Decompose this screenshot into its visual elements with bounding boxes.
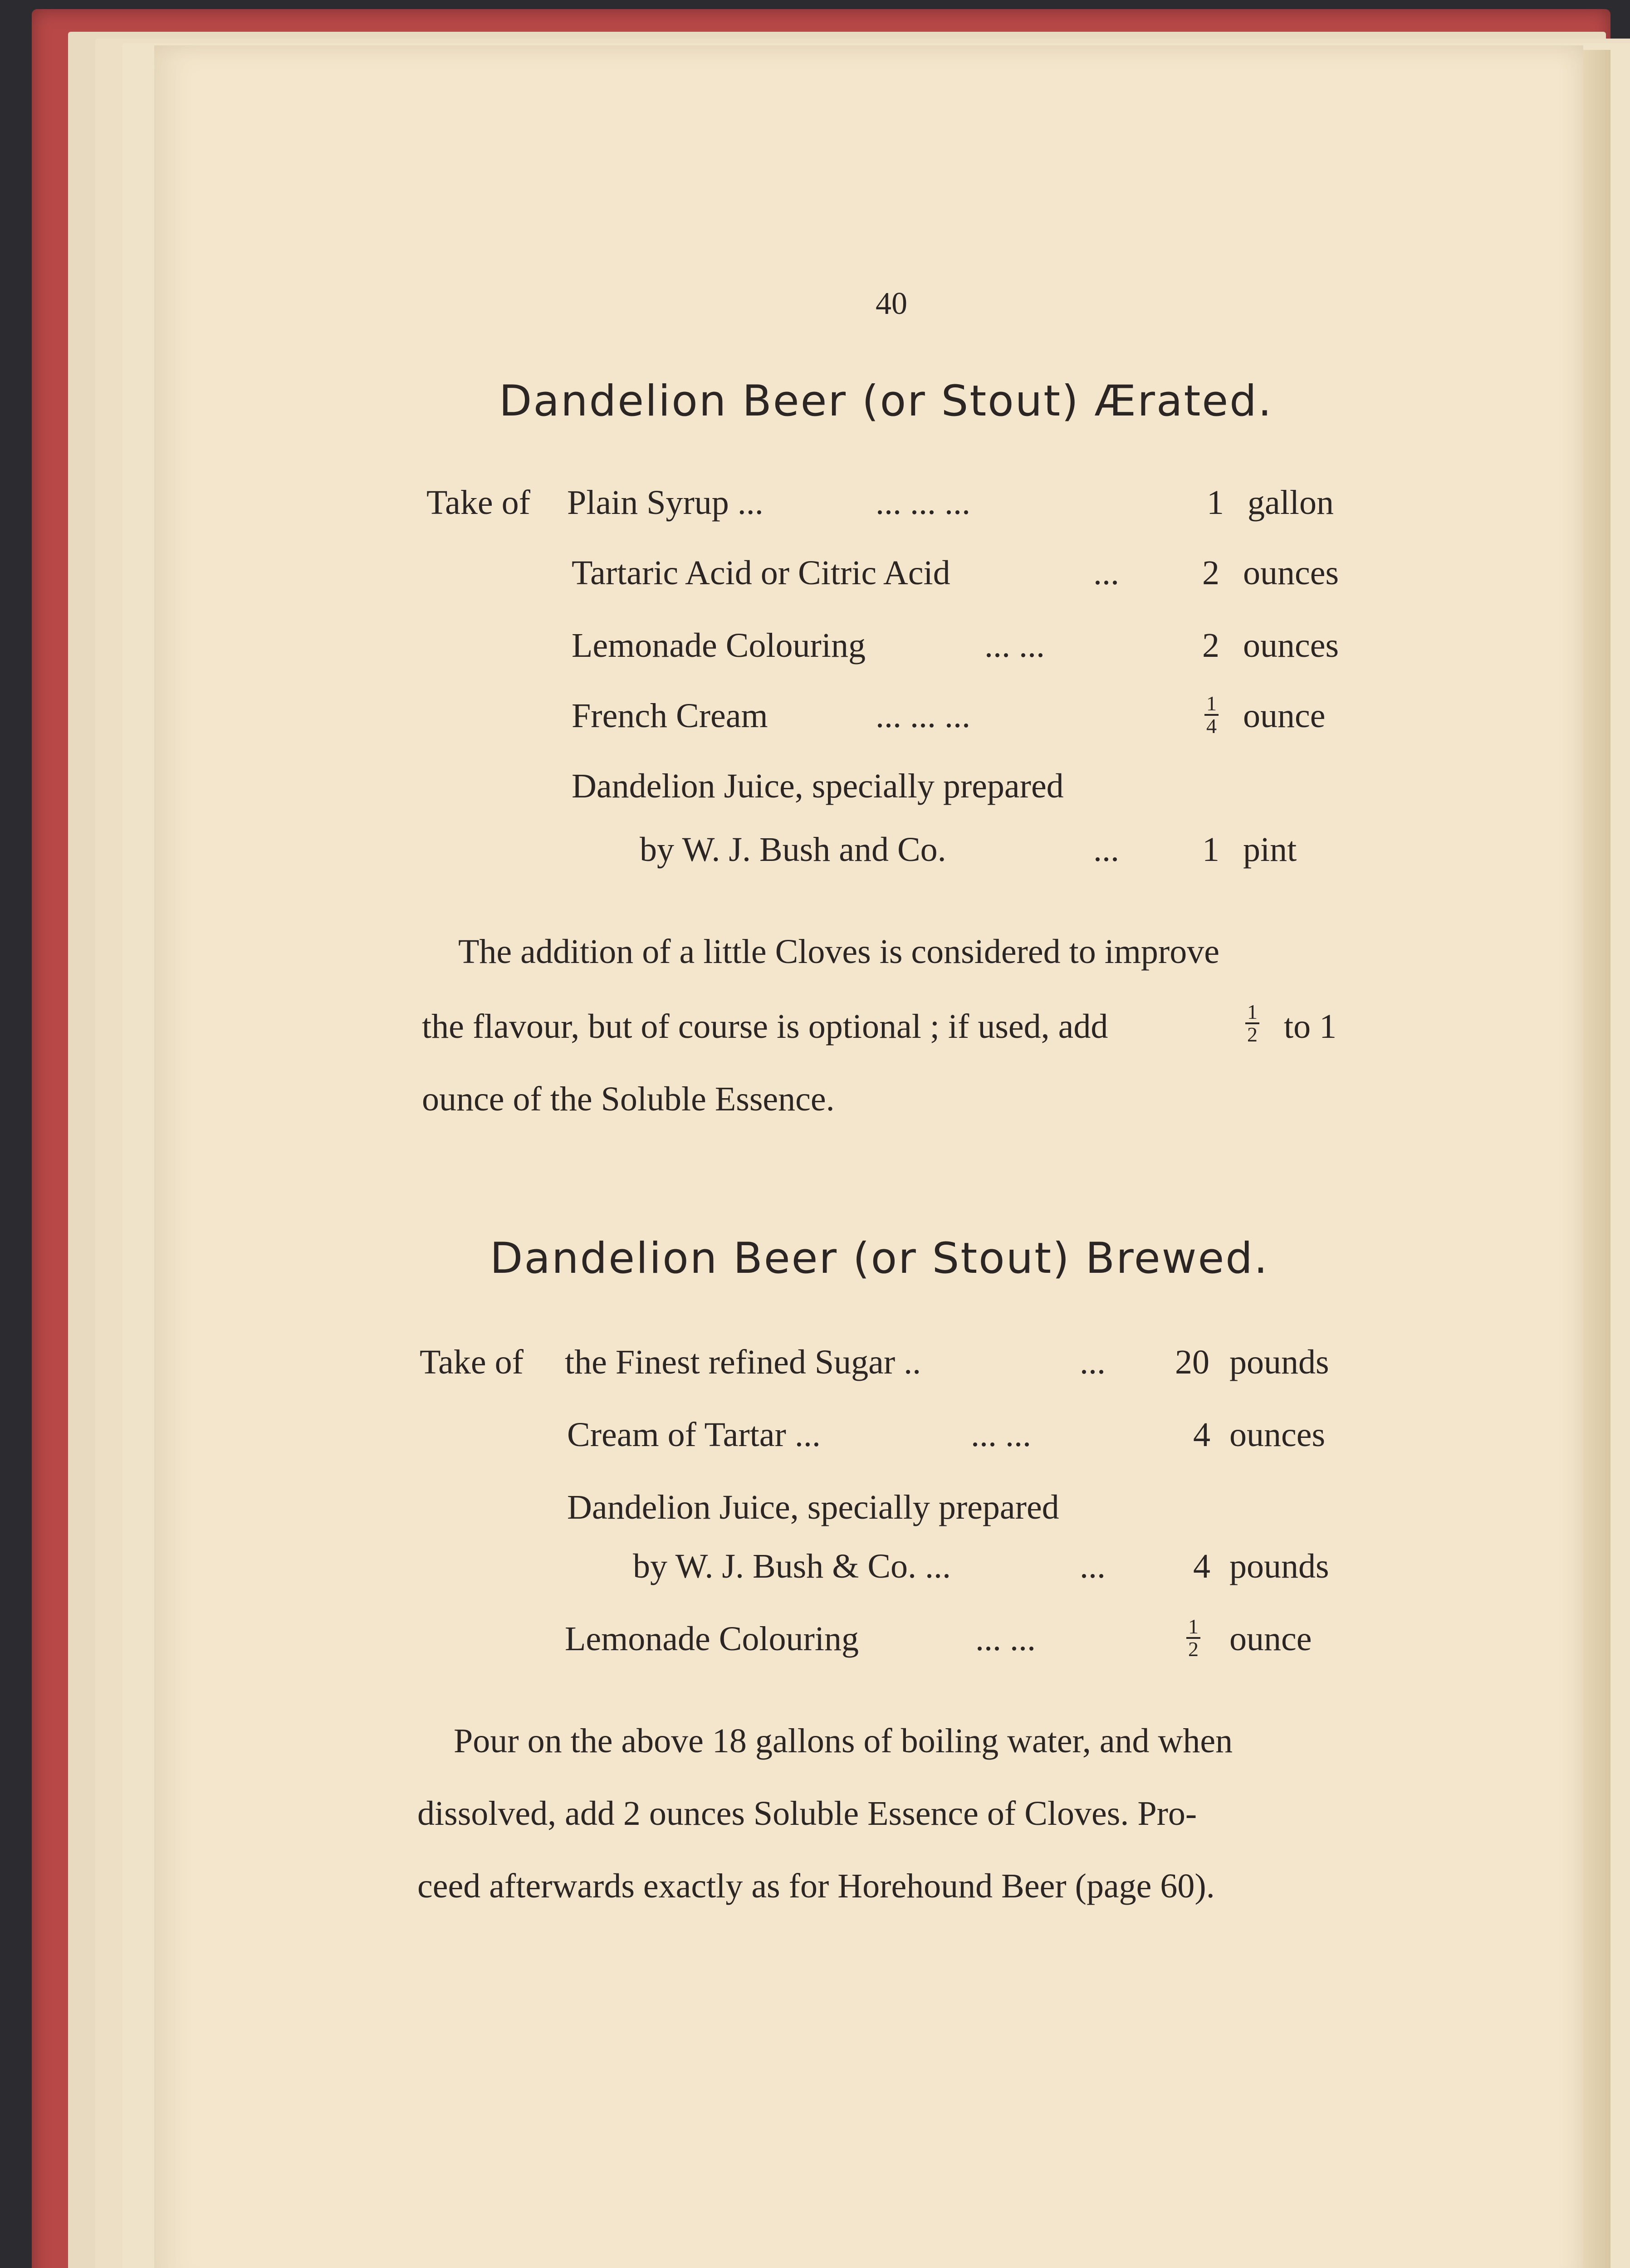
recipe-1-note-line: ounce of the Soluble Essence. (422, 1080, 835, 1118)
recipe-1-note-line: The addition of a little Cloves is considered to improve (458, 933, 1219, 971)
ingredient-name-continued: by W. J. Bush & Co. ... (633, 1547, 951, 1585)
ingredient-unit: pint (1243, 831, 1297, 869)
ingredient-unit: ounces (1243, 554, 1339, 592)
ingredient-quantity: 20 (1175, 1343, 1209, 1381)
ingredient-quantity: 4 (1193, 1416, 1210, 1454)
ingredient-unit: pounds (1229, 1547, 1329, 1585)
ingredient-quantity: 2 (1202, 554, 1219, 592)
ingredient-dots: ... ... (984, 626, 1045, 665)
ingredient-name: Cream of Tartar ... (567, 1416, 821, 1454)
recipe-1-note-fraction: $\frac{1}{2}$ (1245, 1000, 1259, 1045)
ingredient-name: French Cream (572, 697, 768, 735)
ingredient-name: Dandelion Juice, specially prepared (572, 767, 1064, 805)
ingredient-name: Plain Syrup ... (567, 484, 764, 522)
ingredient-dots: ... (1093, 831, 1119, 869)
ingredient-quantity: 2 (1202, 626, 1219, 665)
facing-page-edge (1583, 50, 1610, 2268)
ingredient-dots: ... ... ... (876, 697, 970, 735)
ingredient-unit: pounds (1229, 1343, 1329, 1381)
ingredient-quantity: 1 (1202, 831, 1219, 869)
recipe-1-note-line: the flavour, but of course is optional ; if used, add (422, 1007, 1108, 1046)
recipe-2-note-line: ceed afterwards exactly as for Horehound Beer (page 60). (417, 1867, 1215, 1905)
ingredient-quantity-fraction: $\frac{1}{2}$ (1186, 1615, 1200, 1660)
recipe-2-note-line: Pour on the above 18 gallons of boiling water, and when (454, 1722, 1233, 1760)
ingredient-name: Dandelion Juice, specially prepared (567, 1488, 1059, 1526)
ingredient-name-continued: by W. J. Bush and Co. (640, 831, 946, 869)
recipe-1-note-line: to 1 (1284, 1007, 1337, 1046)
ingredient-dots: ... (1093, 554, 1119, 592)
ingredient-dots: ... (1080, 1547, 1106, 1585)
ingredient-unit: ounces (1229, 1416, 1326, 1454)
recipe-1-take-of: Take of (426, 484, 530, 522)
ingredient-unit: ounce (1229, 1620, 1312, 1658)
ingredient-name: Tartaric Acid or Citric Acid (572, 554, 950, 592)
page-number: 40 (876, 286, 907, 321)
ingredient-dots: ... (1080, 1343, 1106, 1381)
recipe-2-note-line: dissolved, add 2 ounces Soluble Essence of Cloves. Pro- (417, 1794, 1197, 1833)
ingredient-name: the Finest refined Sugar .. (565, 1343, 921, 1381)
ingredient-quantity: 4 (1193, 1547, 1210, 1585)
ingredient-name: Lemonade Colouring (565, 1620, 859, 1658)
ingredient-quantity: 1 (1207, 484, 1224, 522)
ingredient-dots: ... ... ... (876, 484, 970, 522)
ingredient-name: Lemonade Colouring (572, 626, 866, 665)
ingredient-unit: ounces (1243, 626, 1339, 665)
ingredient-dots: ... ... (971, 1416, 1031, 1454)
ingredient-unit: ounce (1243, 697, 1326, 735)
ingredient-dots: ... ... (975, 1620, 1036, 1658)
recipe-1-title: Dandelion Beer (or Stout) Ærated. (499, 376, 1273, 426)
ingredient-unit: gallon (1248, 484, 1334, 522)
recipe-2-title: Dandelion Beer (or Stout) Brewed. (490, 1234, 1269, 1283)
ingredient-quantity-fraction: $\frac{1}{4}$ (1204, 692, 1219, 737)
recipe-2-take-of: Take of (420, 1343, 524, 1381)
